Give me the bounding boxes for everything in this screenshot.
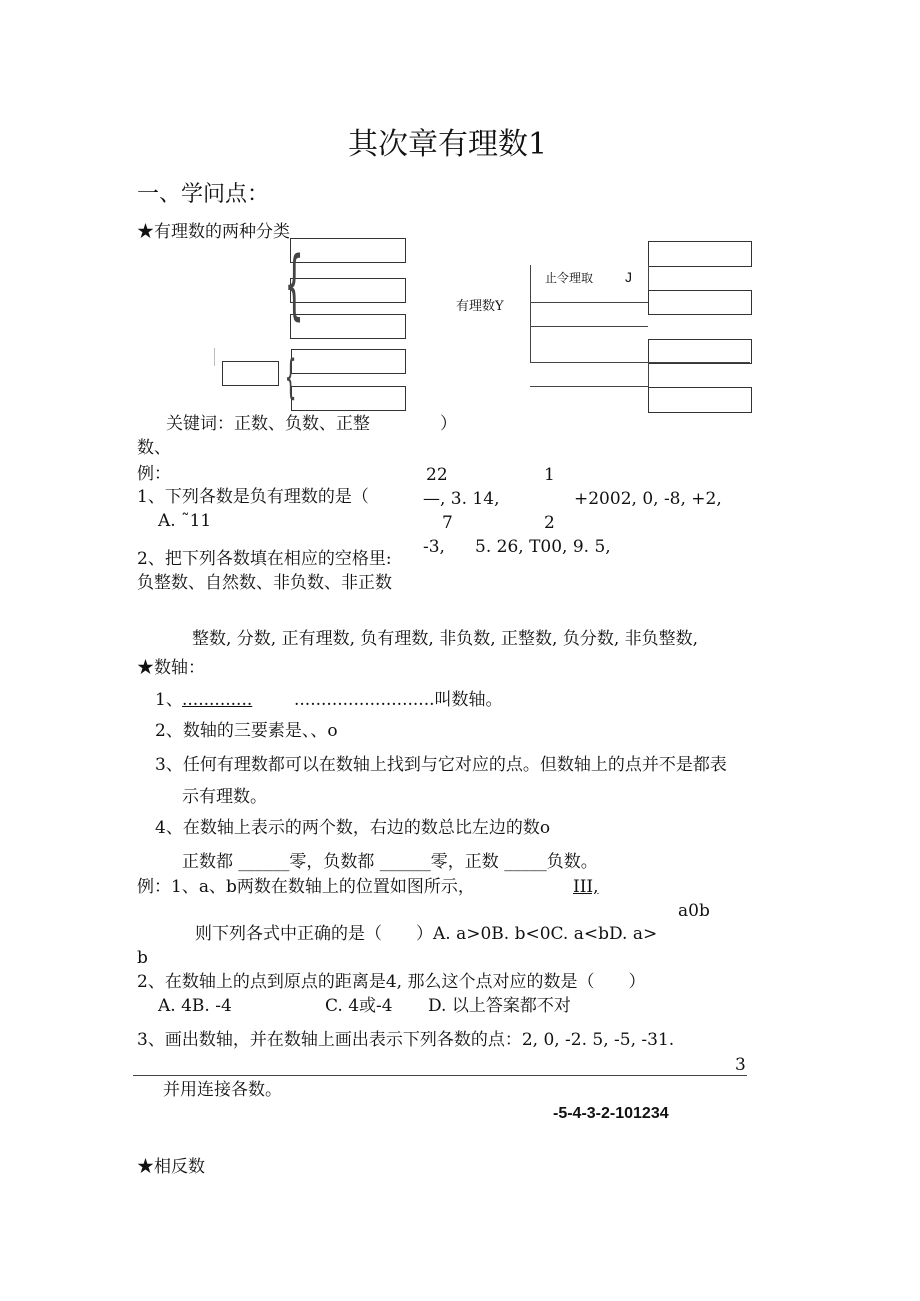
number-axis-line <box>133 1075 747 1076</box>
number-list: 5. 26, T00, 9. 5, <box>475 537 611 557</box>
fraction-denominator: 3 <box>735 1055 746 1075</box>
categories-line: 整数, 分数, 正有理数, 负有理数, 非负数, 正整数, 负分数, 非负整数, <box>192 629 699 649</box>
keywords-line2: 数、 <box>137 438 171 458</box>
branch-line <box>530 302 648 303</box>
blank-box <box>648 339 752 364</box>
axis-comparison: 4、在数轴上表示的两个数，右边的数总比左边的数o <box>155 818 551 838</box>
blank-box <box>648 387 752 413</box>
axis-statement-cont: 示有理数。 <box>182 787 267 807</box>
fraction-numerator: 1 <box>544 465 555 485</box>
example-1-wrap: b <box>137 948 148 968</box>
brace-icon: { <box>284 350 297 404</box>
classification-heading: ★有理数的两种分类 <box>137 222 290 242</box>
option-c: C. 4或-4 <box>325 996 393 1016</box>
option-d: D. 以上答案都不对 <box>428 996 571 1016</box>
bracket-line <box>214 348 215 366</box>
diagram-root-label: 有理数Y <box>456 299 504 314</box>
example-label: 例： <box>137 464 171 484</box>
item-number: 1、 <box>155 690 183 710</box>
question-1: 1、下列各数是负有理数的是（ <box>137 487 369 507</box>
branch-line <box>530 386 648 387</box>
example-1-question: 则下列各式中正确的是（ ）A. a>0B. b<0C. a<bD. a> <box>195 924 658 944</box>
option-a-b: A. 4B. -4 <box>158 996 232 1016</box>
number-list: —, 3. 14, <box>423 489 500 509</box>
opposite-numbers-heading: ★相反数 <box>137 1157 205 1177</box>
blank-box <box>648 290 752 315</box>
blank-box <box>648 241 752 267</box>
branch-line <box>530 362 750 363</box>
keywords-line: 关键词：正数、负数、正整 <box>166 414 370 434</box>
number-list: +2002, 0, -8, +2, <box>574 489 722 509</box>
fraction-denominator: 2 <box>544 513 555 533</box>
fraction-numerator: 22 <box>426 465 448 485</box>
connector-line <box>648 362 649 387</box>
blank-box <box>290 278 406 303</box>
fill-in-blank: 正数都 ______零，负数都 ______零，正数 _____负数。 <box>182 852 598 872</box>
blank-dots: ............. <box>182 690 253 710</box>
axis-statement: 3、任何有理数都可以在数轴上找到与它对应的点。但数轴上的点并不是都表 <box>155 755 727 775</box>
question-1-option-a: A. ˜11 <box>158 511 212 531</box>
diagram-mark: J <box>625 269 632 285</box>
axis-definition: ..........................叫数轴。 <box>294 690 503 710</box>
blank-box <box>291 349 406 374</box>
page-title: 其次章有理数1 <box>348 127 548 162</box>
axis-tick-labels: -5-4-3-2-101234 <box>553 1105 669 1122</box>
branch-line <box>530 326 648 327</box>
blank-box <box>291 386 406 411</box>
example-3-cont: 并用连接各数。 <box>163 1080 282 1100</box>
section-heading: 一、学问点： <box>137 182 270 207</box>
brace-icon: { <box>284 239 304 328</box>
example-3: 3、画出数轴，并在数轴上画出表示下列各数的点：2, 0, -2. 5, -5, -31. <box>137 1030 675 1050</box>
example-1: 例：1、a、b两数在数轴上的位置如图所示， <box>137 877 475 897</box>
diagram-branch-label: 止令理取 <box>545 271 594 285</box>
number-axis-heading: ★数轴： <box>137 658 205 678</box>
vertical-line <box>530 265 531 362</box>
keywords-paren: ） <box>440 414 457 434</box>
question-2: 2、把下列各数填在相应的空格里: <box>137 549 392 569</box>
fraction-denominator: 7 <box>442 513 453 533</box>
blank-box <box>222 361 279 386</box>
number-list: -3, <box>423 537 445 557</box>
blank-box <box>290 314 406 339</box>
example-2: 2、在数轴上的点到原点的距离是4, 那么这个点对应的数是（ ） <box>137 972 646 992</box>
connector-line <box>648 265 649 290</box>
question-2-line2: 负整数、自然数、非负数、非正数 <box>137 573 392 593</box>
axis-labels: a0b <box>678 901 710 921</box>
blank-box <box>290 238 406 263</box>
axis-elements: 2、数轴的三要素是、、o <box>155 721 338 741</box>
axis-marks: III, <box>573 877 599 897</box>
